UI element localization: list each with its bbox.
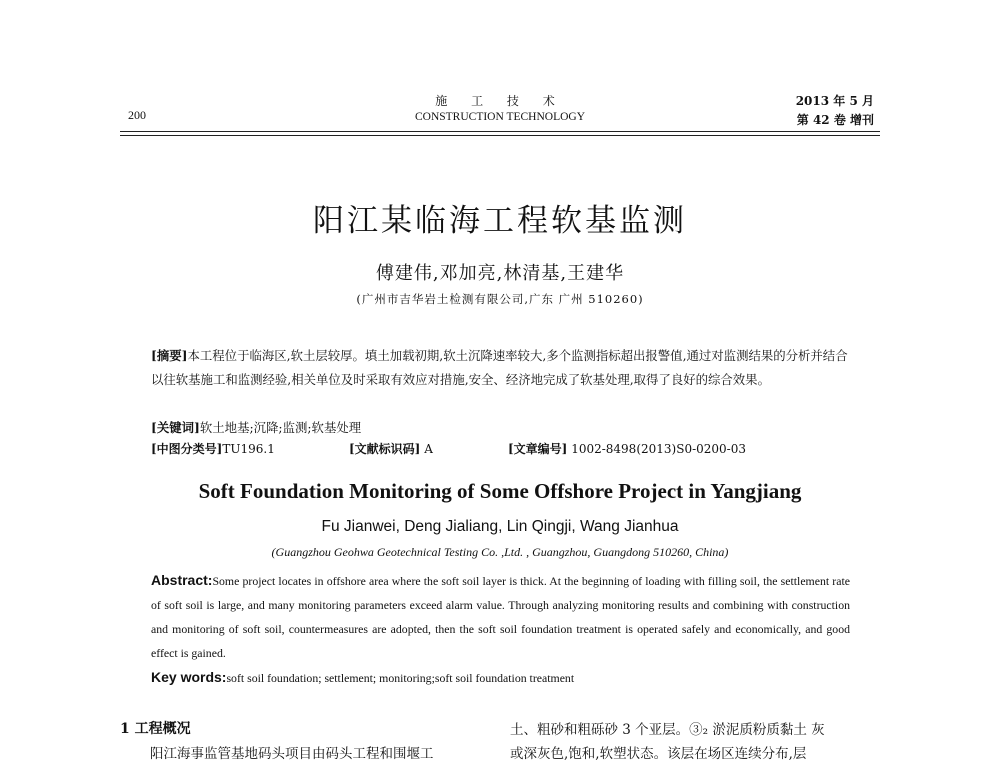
document-code xyxy=(349,440,433,457)
keywords-en-label: Key words: xyxy=(151,669,227,685)
issue-date: 2013 年 5 月 xyxy=(795,94,874,108)
running-header xyxy=(120,90,880,132)
body-right-column-line: 或深灰色,饱和,软塑状态。该层在场区连续分布,层 xyxy=(510,746,807,762)
authors-cn: 傅建伟,邓加亮,林清基,王建华 xyxy=(375,263,625,284)
header-rule-bottom xyxy=(120,135,880,136)
issue-volume: 第 42 卷 增刊 xyxy=(796,113,874,127)
keywords-cn xyxy=(151,417,850,439)
abstract-en-text: Some project locates in offshore area where the soft soil layer is thick. At the beginning of loading with filling soil, the settlement rate of soft soil is large, and many monitoring parameters exceed alarm value. Through analyzing monitoring results and combining with construction and monitoring of soft soil, countermeasures are adopted, then the soft soil foundation treatment is operated safely and economically, and good effect is gained. xyxy=(151,574,850,660)
authors-en: Fu Jianwei, Deng Jialiang, Lin Qingji, Wang Jianhua xyxy=(321,518,679,535)
keywords-cn-label: [关键词] xyxy=(151,420,200,435)
affiliation-cn: (广州市吉华岩土检测有限公司,广东 广州 510260) xyxy=(356,292,644,306)
abstract-cn-text: 本工程位于临海区,软土层较厚。填土加载初期,软土沉降速率较大,多个监测指标超出报警值,通过对监测结果的分析并结合以往软基施工和监测经验,相关单位及时采取有效应对措施,安全、经济地完成了软基处理,取得了良好的综合效果。 xyxy=(151,348,848,387)
clc-label: [中图分类号] xyxy=(151,442,223,456)
page-number: 200 xyxy=(128,108,146,122)
abstract-en xyxy=(151,568,850,665)
keywords-en xyxy=(151,666,850,689)
classification-row xyxy=(151,440,850,460)
body-left-column: 阳江海事监管基地码头项目由码头工程和围堰工 xyxy=(150,746,434,762)
clc-value: TU196.1 xyxy=(222,442,275,456)
abstract-cn xyxy=(151,344,850,392)
affiliation-en: (Guangzhou Geohwa Geotechnical Testing Co. ,Ltd. , Guangzhou, Guangdong 510260, China) xyxy=(271,545,729,559)
journal-name-en: CONSTRUCTION TECHNOLOGY xyxy=(414,111,586,123)
abstract-en-label: Abstract: xyxy=(151,572,213,588)
abstract-cn-label: [摘要] xyxy=(151,348,188,363)
paper-title-en: Soft Foundation Monitoring of Some Offshore Project in Yangjiang xyxy=(198,479,802,503)
clc-number xyxy=(151,440,275,457)
article-number xyxy=(508,440,746,457)
doc-code-value: A xyxy=(424,442,433,456)
body-right-column-line: 土、粗砂和粗砾砂 3 个亚层。③₂ 淤泥质粉质黏土 灰 xyxy=(510,722,825,738)
article-number-value: 1002-8498(2013)S0-0200-03 xyxy=(571,442,746,456)
section-heading: 1 工程概况 xyxy=(120,721,191,737)
journal-name-cn: 施 工 技 术 xyxy=(435,94,565,108)
keywords-cn-text: 软土地基;沉降;监测;软基处理 xyxy=(199,420,362,435)
keywords-en-text: soft soil foundation; settlement; monitoring;soft soil foundation treatment xyxy=(226,671,575,685)
paper-title-cn: 阳江某临海工程软基监测 xyxy=(313,203,687,239)
header-rule-top xyxy=(120,131,880,132)
article-number-label: [文章编号] xyxy=(508,442,568,456)
doc-code-label: [文献标识码] xyxy=(349,442,421,456)
